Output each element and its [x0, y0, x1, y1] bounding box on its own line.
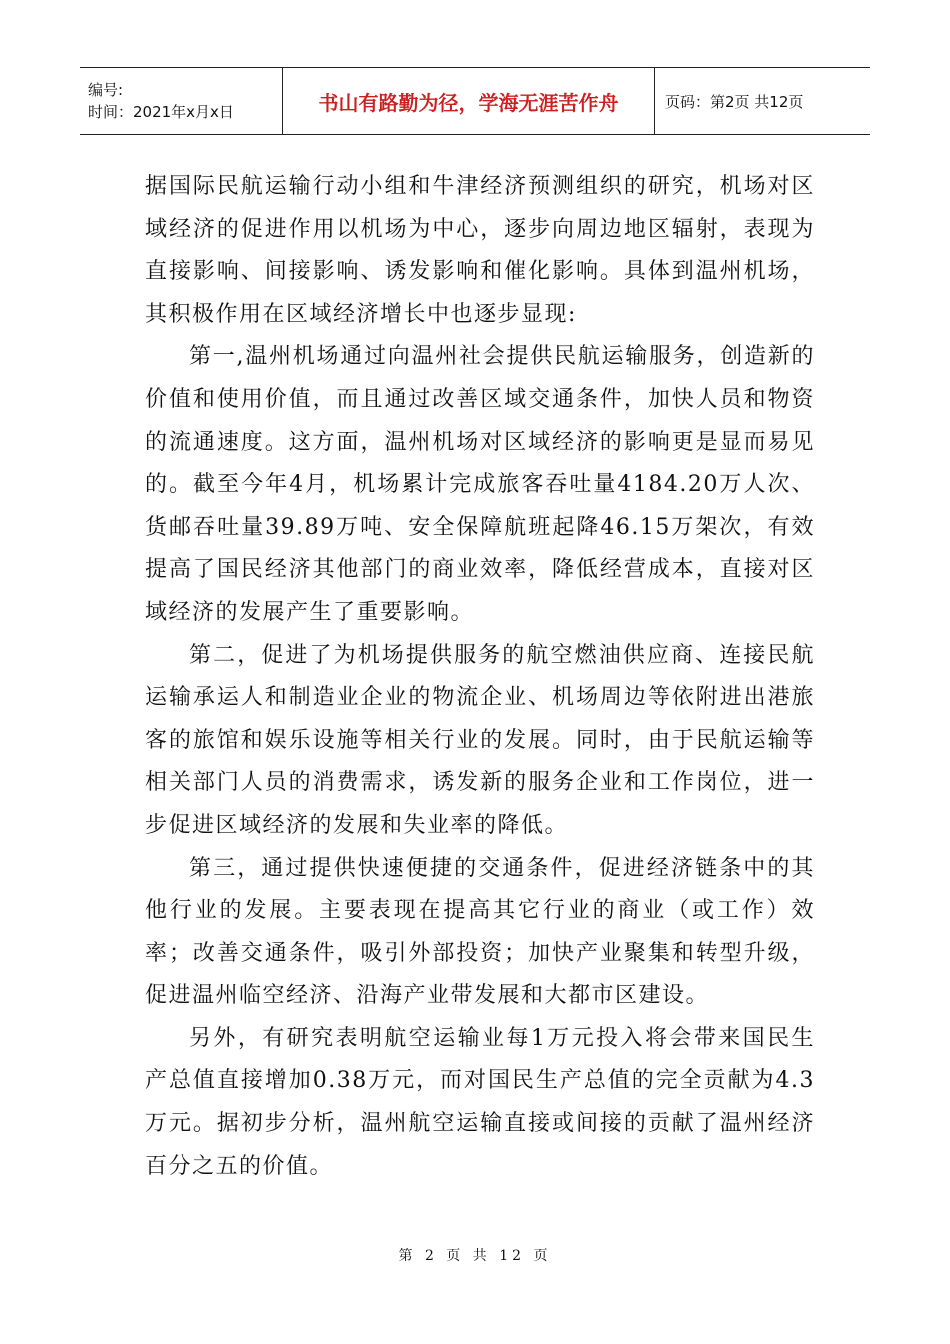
paragraph-third: 第三，通过提供快速便捷的交通条件，促进经济链条中的其他行业的发展。主要表现在提高其它行业的商业（或工作）效率；改善交通条件，吸引外部投资；加快产业聚集和转型升级，促进温州临空经济、沿海产业带发展和大都市区建设。: [145, 855, 815, 1009]
header-page-info: 页码：第2页 共12页: [665, 92, 804, 111]
header-meta: [80, 68, 283, 134]
paragraph-first: 第一,温州机场通过向温州社会提供民航运输服务，创造新的价值和使用价值，而且通过改善区域交通条件，加快人员和物资的流通速度。这方面，温州机场对区域经济的影响更是显而易见的。截至今年4月，机场累计完成旅客吞吐量4184.20万人次、货邮吞吐量39.89万吨、安全保障航班起降46.15万架次，有效提高了国民经济其他部门的商业效率，降低经营成本，直接对区域经济的发展产生了重要影响。: [145, 344, 815, 625]
document-number-label: 编号:: [88, 81, 124, 99]
paragraph-intro: 据国际民航运输行动小组和牛津经济预测组织的研究，机场对区域经济的促进作用以机场为中心，逐步向周边地区辐射，表现为直接影响、间接影响、诱发影响和催化影响。具体到温州机场，其积极作用在区域经济增长中也逐步显现:: [145, 174, 815, 327]
document-header: [80, 67, 870, 135]
document-body: [145, 166, 815, 1188]
paragraph-second: 第二，促进了为机场提供服务的航空燃油供应商、连接民航运输承运人和制造业企业的物流企业、机场周边等依附进出港旅客的旅馆和娱乐设施等相关行业的发展。同时，由于民航运输等相关部门人员的消费需求，诱发新的服务企业和工作岗位，进一步促进区域经济的发展和失业率的降低。: [145, 642, 815, 838]
document-date: 时间：2021年x月x日: [88, 103, 234, 121]
page-footer: 第 2 页 共 12 页: [398, 1248, 552, 1264]
header-motto: 书山有路勤为径，学海无涯苦作舟: [283, 68, 655, 134]
paragraph-additional: 另外，有研究表明航空运输业每1万元投入将会带来国民生产总值直接增加0.38万元，而对国民生产总值的完全贡献为4.3万元。据初步分析，温州航空运输直接或间接的贡献了温州经济百分之五的价值。: [145, 1025, 815, 1179]
